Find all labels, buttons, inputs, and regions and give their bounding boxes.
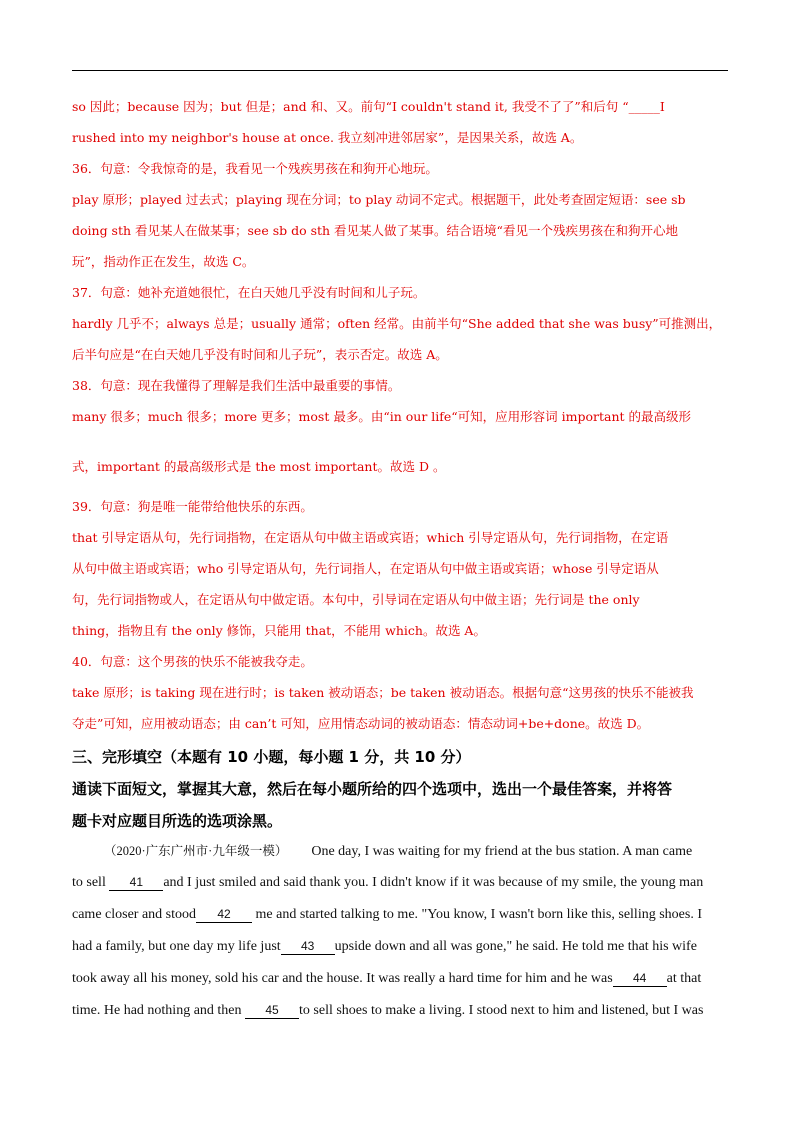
passage-line: time. He had nothing and then 45 to sell shoes to make a living. I stood next to him and listened, but I was [72,1003,704,1018]
explanation-line: 从句中做主语或宾语；who 引导定语从句，先行词指人，在定语从句中做主语或宾语；whose 引导定语从 [72,561,659,576]
question-heading: 39．句意：狗是唯一能带给他快乐的东西。 [72,499,313,514]
blank-44[interactable]: 44 [613,970,667,987]
blank-43[interactable]: 43 [281,938,335,955]
header-rule [72,70,728,71]
explanation-line: hardly 几乎不；always 总是；usually 通常；often 经常。由前半句“She added that she was busy”可推测出， [72,316,722,331]
passage-line: took away all his money, sold his car and the house. It was really a hard time for him and he was 44 at that [72,971,702,986]
passage-line: （2020·广东广州市·九年级一模） One day, I was waiting for my friend at the bus station. A man came [104,844,693,859]
passage-line: had a family, but one day my life just 43 upside down and all was gone," he said. He told me that his wife [72,939,697,954]
explanation-q38-cont [72,451,732,482]
blank-42[interactable]: 42 [196,906,252,923]
explanation-line: 夺走”可知，应用被动语态；由 can’t 可知，应用情态动词的被动语态：情态动词+be+done。故选 D。 [72,716,650,731]
explanation-line: doing sth 看见某人在做某事；see sb do sth 看见某人做了某事。结合语境“看见一个残疾男孩在和狗开心地 [72,223,678,238]
question-heading: 40．句意：这个男孩的快乐不能被我夺走。 [72,654,313,669]
blank-45[interactable]: 45 [245,1002,299,1019]
explanation-line: 式，important 的最高级形式是 the most important。故选 D 。 [72,459,446,474]
section-header [72,741,732,837]
section-instruction: 通读下面短文，掌握其大意，然后在每小题所给的四个选项中，选出一个最佳答案，并将答 [72,780,673,798]
explanation-line: take 原形；is taking 现在进行时；is taken 被动语态；be taken 被动语态。根据句意“这男孩的快乐不能被我 [72,685,694,700]
explanation-line: 玩”，指动作正在发生，故选 C。 [72,254,255,269]
blank-41[interactable]: 41 [109,874,163,891]
explanation-line: so 因此；because 因为；but 但是；and 和、又。前句“I couldn't stand it, 我受不了了”和后句 “_____I [72,99,665,114]
section-instruction: 题卡对应题目所选的选项涂黑。 [72,812,283,830]
passage-line: to sell 41 and I just smiled and said thank you. I didn't know if it was because of my smile, the young man [72,875,704,890]
explanation-line: 句，先行词指物或人，在定语从句中做定语。本句中，引导词在定语从句中做主语；先行词是 the only [72,592,640,607]
question-heading: 38．句意：现在我懂得了理解是我们生活中最重要的事情。 [72,378,401,393]
question-heading: 37．句意：她补充道她很忙，在白天她几乎没有时间和儿子玩。 [72,285,426,300]
section-title: 三、完形填空（本题有 10 小题，每小题 1 分，共 10 分） [72,748,471,766]
explanation-line: 后半句应是“在白天她几乎没有时间和儿子玩”，表示否定。故选 A。 [72,347,448,362]
cloze-passage [72,835,732,1027]
passage-source: （2020·广东广州市·九年级一模） [104,844,288,858]
explanation-line: many 很多；much 很多；more 更多；most 最多。由“in our life“可知，应用形容词 important 的最高级形 [72,409,692,424]
explanation-line: rushed into my neighbor's house at once. 我立刻冲进邻居家”，是因果关系，故选 A。 [72,130,583,145]
explanation-q35 [72,91,732,432]
explanation-line: thing，指物且有 the only 修饰，只能用 that，不能用 which。故选 A。 [72,623,486,638]
explanation-q39-q40 [72,491,732,739]
explanation-line: play 原形；played 过去式；playing 现在分词；to play 动词不定式。根据题干，此处考查固定短语：see sb [72,192,686,207]
explanation-line: that 引导定语从句，先行词指物，在定语从句中做主语或宾语；which 引导定语从句，先行词指物，在定语 [72,530,669,545]
passage-line: came closer and stood 42 me and started talking to me. "You know, I wasn't born like this, selling shoes. I [72,907,702,922]
question-heading: 36．句意：令我惊奇的是，我看见一个残疾男孩在和狗开心地玩。 [72,161,438,176]
